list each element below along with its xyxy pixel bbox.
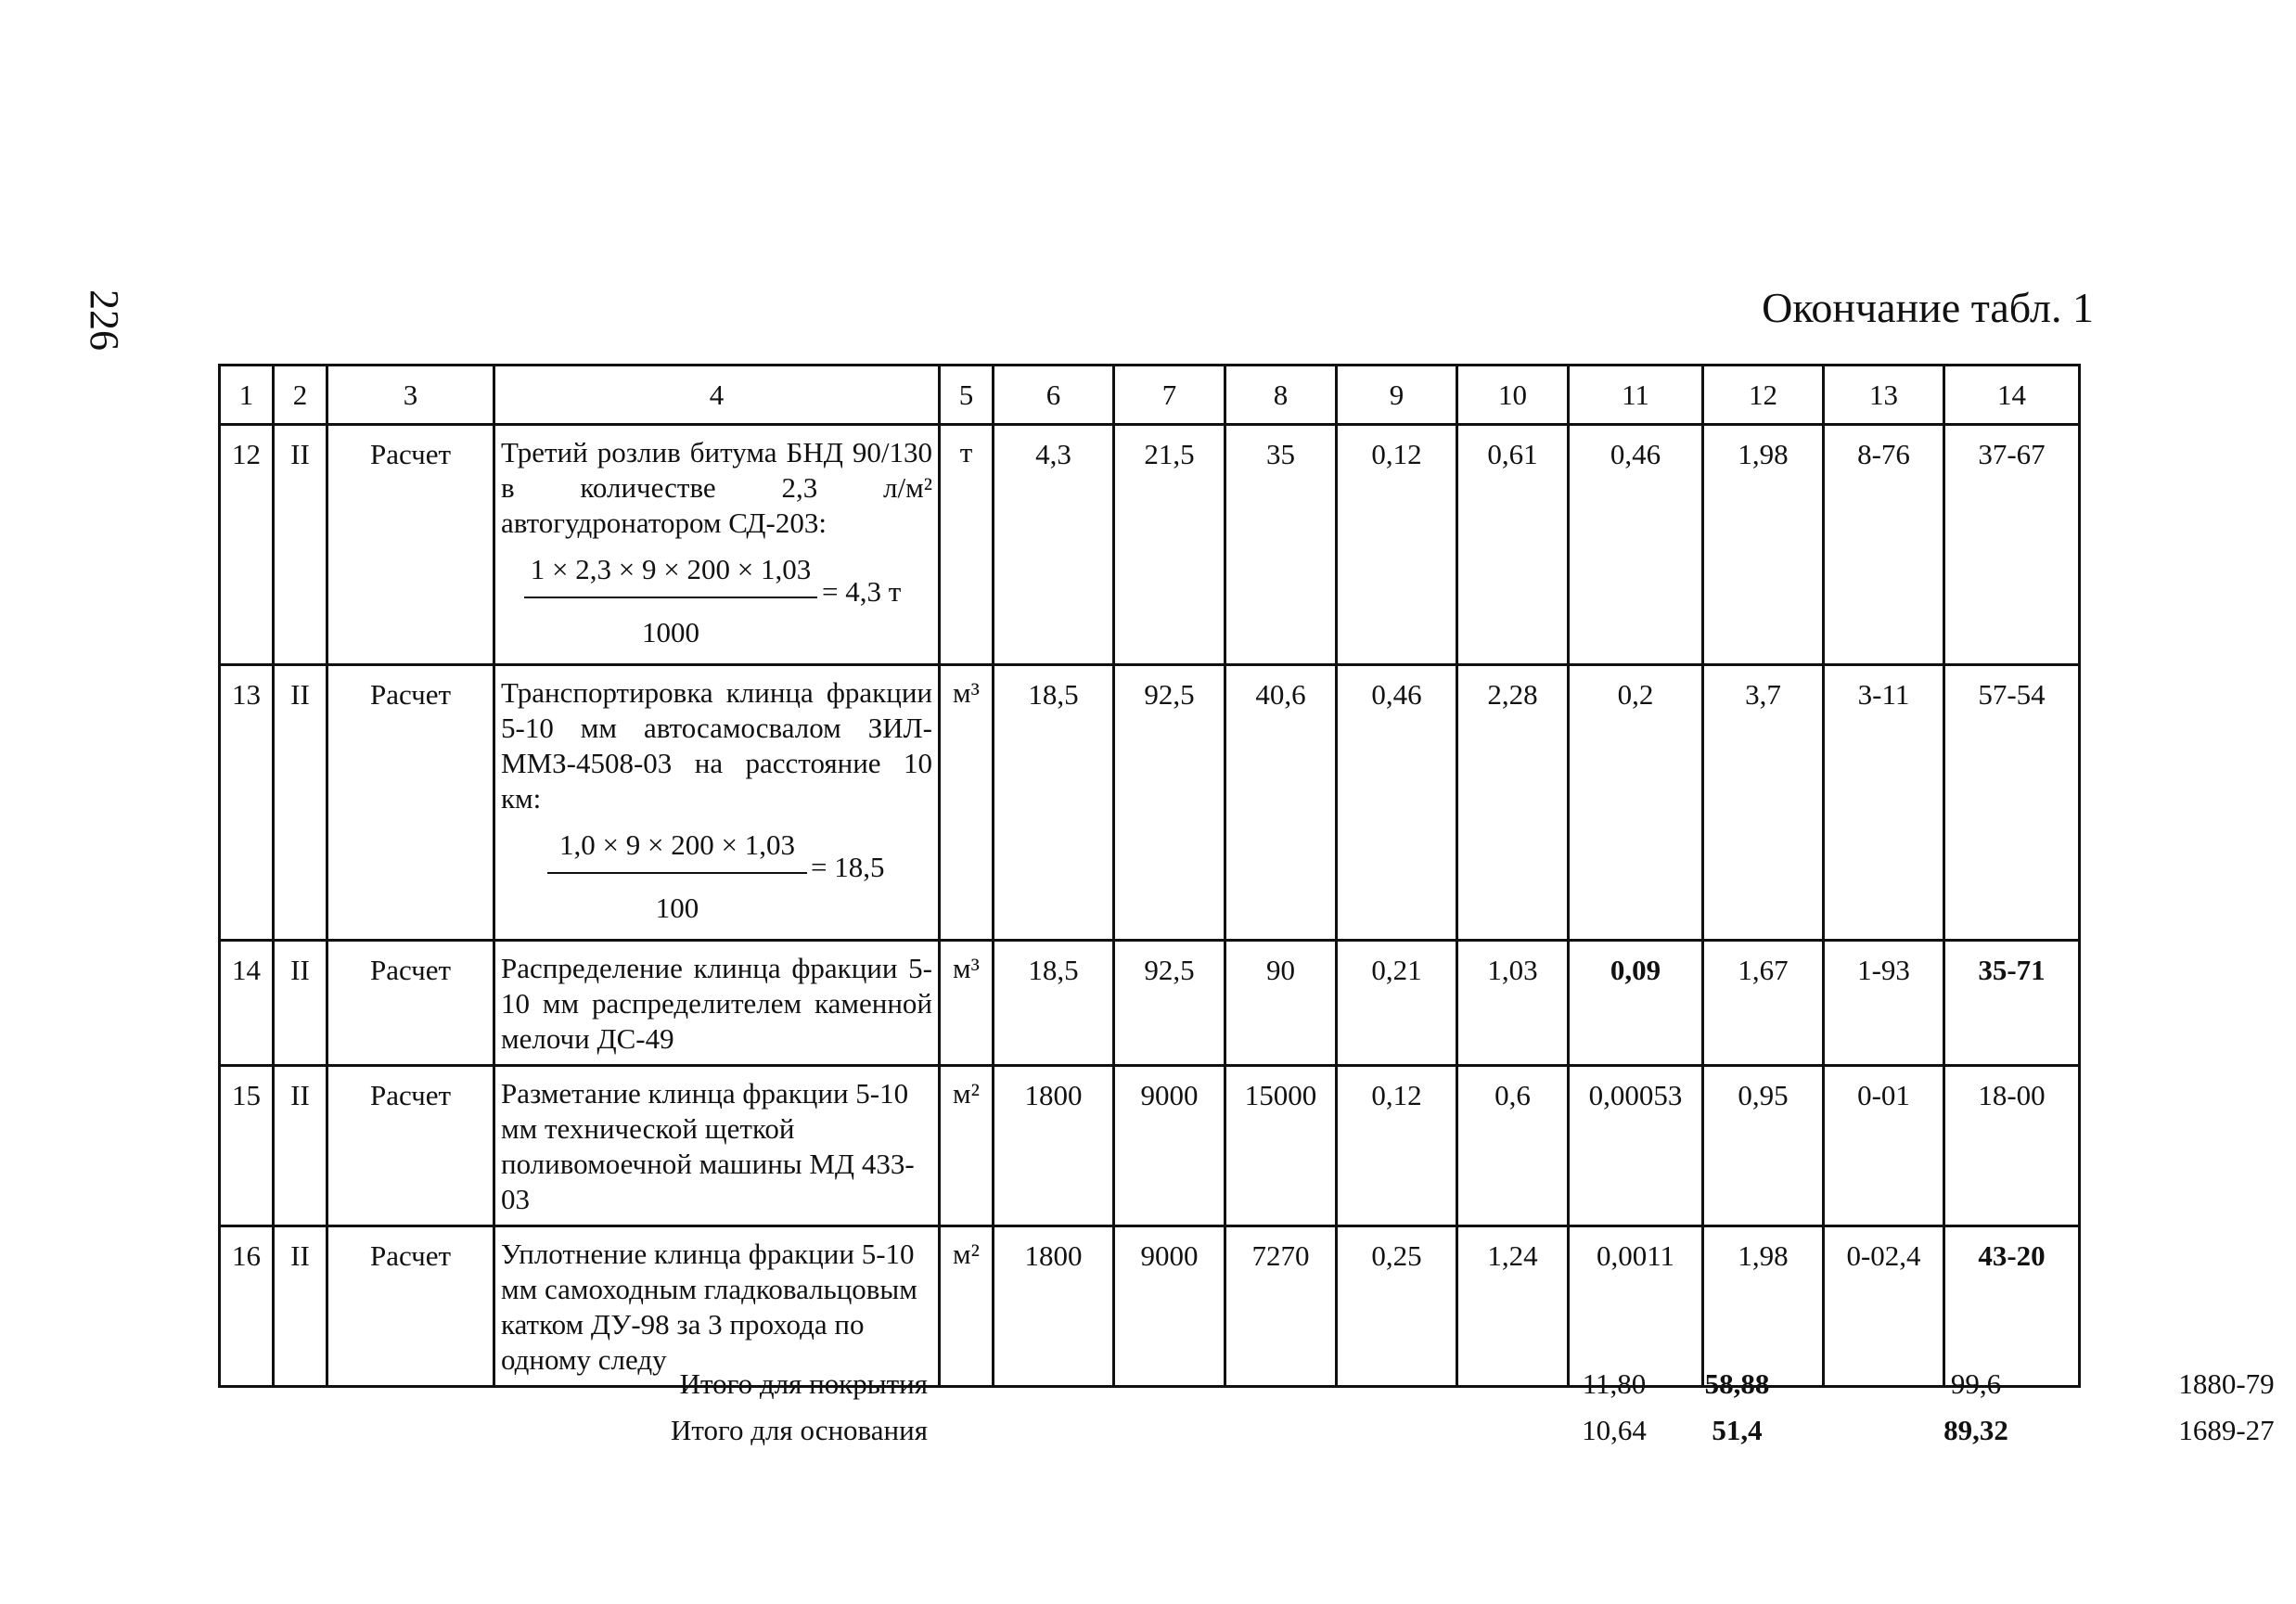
table-cell: 0,46	[1569, 425, 1703, 665]
table-cell: 1,24	[1457, 1226, 1569, 1387]
table-cell: 9000	[1114, 1226, 1225, 1387]
table-cell: 18,5	[994, 665, 1114, 941]
table-cell: 0,2	[1569, 665, 1703, 941]
table-row	[220, 1066, 2080, 1226]
row-category: II	[274, 941, 327, 1066]
table-cell: 21,5	[1114, 425, 1225, 665]
table-cell: 90	[1225, 941, 1337, 1066]
header-cell: 4	[494, 366, 940, 425]
row-description	[494, 665, 940, 941]
table-cell: 1,67	[1703, 941, 1824, 1066]
row-category: II	[274, 1226, 327, 1387]
table-cell: 35-71	[1944, 941, 2080, 1066]
table-cell: 1-93	[1824, 941, 1944, 1066]
row-basis: Расчет	[327, 1226, 494, 1387]
table-cell: 1800	[994, 1066, 1114, 1226]
fraction-line	[524, 597, 817, 598]
row-unit: т	[940, 425, 994, 665]
row-number: 12	[220, 425, 274, 665]
table-cell: 9000	[1114, 1066, 1225, 1226]
totals-value: 1880-79	[2178, 1367, 2275, 1400]
table-caption: Окончание табл. 1	[1762, 284, 2094, 331]
table-cell: 0,12	[1337, 425, 1457, 665]
totals-value: 89,32	[1943, 1414, 2008, 1446]
row-basis: Расчет	[327, 941, 494, 1066]
row-number: 14	[220, 941, 274, 1066]
table-cell: 43-20	[1944, 1226, 2080, 1387]
description-text: Транспортировка клинца фракции 5-10 мм автосамосвалом ЗИЛ-ММЗ-4508-03 на расстояние 10 км:	[501, 676, 932, 815]
table-cell: 4,3	[994, 425, 1114, 665]
table-cell: 0,00053	[1569, 1066, 1703, 1226]
table-cell: 37-67	[1944, 425, 2080, 665]
table-cell: 7270	[1225, 1226, 1337, 1387]
row-number: 13	[220, 665, 274, 941]
row-description	[494, 425, 940, 665]
row-category: II	[274, 425, 327, 665]
header-cell: 2	[274, 366, 327, 425]
table-cell: 1,98	[1703, 1226, 1824, 1387]
page-number: 226	[82, 289, 127, 351]
row-basis: Расчет	[327, 665, 494, 941]
table-cell: 8-76	[1824, 425, 1944, 665]
table-row	[220, 425, 2080, 665]
table-cell: 0,0011	[1569, 1226, 1703, 1387]
row-basis: Расчет	[327, 425, 494, 665]
table-cell: 0,21	[1337, 941, 1457, 1066]
header-cell: 5	[940, 366, 994, 425]
table-cell: 0,6	[1457, 1066, 1569, 1226]
row-unit: м²	[940, 1226, 994, 1387]
header-cell: 14	[1944, 366, 2080, 425]
table-row	[220, 941, 2080, 1066]
table-cell: 15000	[1225, 1066, 1337, 1226]
table-cell: 0-02,4	[1824, 1226, 1944, 1387]
table-cell: 3,7	[1703, 665, 1824, 941]
formula-numerator: 1,0 × 9 × 200 × 1,03	[559, 828, 795, 861]
formula-numerator: 1 × 2,3 × 9 × 200 × 1,03	[530, 553, 812, 585]
table-cell: 0,95	[1703, 1066, 1824, 1226]
table-cell: 1,03	[1457, 941, 1569, 1066]
description-text: Третий розлив битума БНД 90/130 в количестве 2,3 л/м² автогудронатором СД-203:	[501, 436, 932, 539]
totals-value: 51,4	[1712, 1414, 1763, 1446]
header-cell: 13	[1824, 366, 1944, 425]
table-cell: 0,46	[1337, 665, 1457, 941]
header-cell: 10	[1457, 366, 1569, 425]
row-description: Уплотнение клинца фракции 5-10 мм самоходным гладковальцовым катком ДУ-98 за 3 прохода по одному следу	[494, 1226, 940, 1387]
table-cell: 0,09	[1569, 941, 1703, 1066]
table-cell: 1800	[994, 1226, 1114, 1387]
totals-value: 11,80	[1582, 1367, 1647, 1400]
formula-denominator: 1000	[642, 616, 699, 648]
totals-label: Итого для покрытия	[679, 1367, 928, 1400]
totals-value: 99,6	[1950, 1367, 2002, 1400]
header-cell: 9	[1337, 366, 1457, 425]
table-cell: 0,25	[1337, 1226, 1457, 1387]
row-number: 16	[220, 1226, 274, 1387]
row-description: Разметание клинца фракции 5-10 мм технической щеткой поливомоечной машины МД 433-03	[494, 1066, 940, 1226]
formula	[501, 552, 932, 656]
table-cell: 40,6	[1225, 665, 1337, 941]
formula-denominator: 100	[655, 892, 699, 924]
table-cell: 0,61	[1457, 425, 1569, 665]
totals-label: Итого для основания	[670, 1414, 928, 1446]
row-basis: Расчет	[327, 1066, 494, 1226]
totals-value: 1689-27	[2178, 1414, 2275, 1446]
table-cell: 1,98	[1703, 425, 1824, 665]
table-cell: 0-01	[1824, 1066, 1944, 1226]
table-cell: 2,28	[1457, 665, 1569, 941]
header-row	[220, 366, 2080, 425]
header-cell: 3	[327, 366, 494, 425]
table-cell: 18-00	[1944, 1066, 2080, 1226]
row-number: 15	[220, 1066, 274, 1226]
fraction-line	[547, 872, 807, 874]
totals-row-coating	[218, 1362, 2275, 1406]
header-cell: 8	[1225, 366, 1337, 425]
formula	[501, 828, 932, 931]
row-category: II	[274, 665, 327, 941]
table-cell: 3-11	[1824, 665, 1944, 941]
table-cell: 0,12	[1337, 1066, 1457, 1226]
row-unit: м²	[940, 1066, 994, 1226]
row-description: Распределение клинца фракции 5-10 мм распределителем каменной мелочи ДС-49	[494, 941, 940, 1066]
header-cell: 12	[1703, 366, 1824, 425]
table-row	[220, 665, 2080, 941]
table-cell: 35	[1225, 425, 1337, 665]
row-unit: м³	[940, 941, 994, 1066]
table-cell: 92,5	[1114, 941, 1225, 1066]
table-cell: 18,5	[994, 941, 1114, 1066]
row-category: II	[274, 1066, 327, 1226]
row-unit: м³	[940, 665, 994, 941]
header-cell: 11	[1569, 366, 1703, 425]
totals-value: 58,88	[1704, 1367, 1770, 1400]
header-cell: 1	[220, 366, 274, 425]
totals-value: 10,64	[1582, 1414, 1647, 1446]
works-table	[218, 364, 2081, 1388]
header-cell: 6	[994, 366, 1114, 425]
totals-row-base	[218, 1408, 2275, 1453]
table-cell: 57-54	[1944, 665, 2080, 941]
header-cell: 7	[1114, 366, 1225, 425]
formula-result: = 18,5	[811, 851, 885, 883]
table-cell: 92,5	[1114, 665, 1225, 941]
formula-result: = 4,3 т	[822, 575, 902, 608]
